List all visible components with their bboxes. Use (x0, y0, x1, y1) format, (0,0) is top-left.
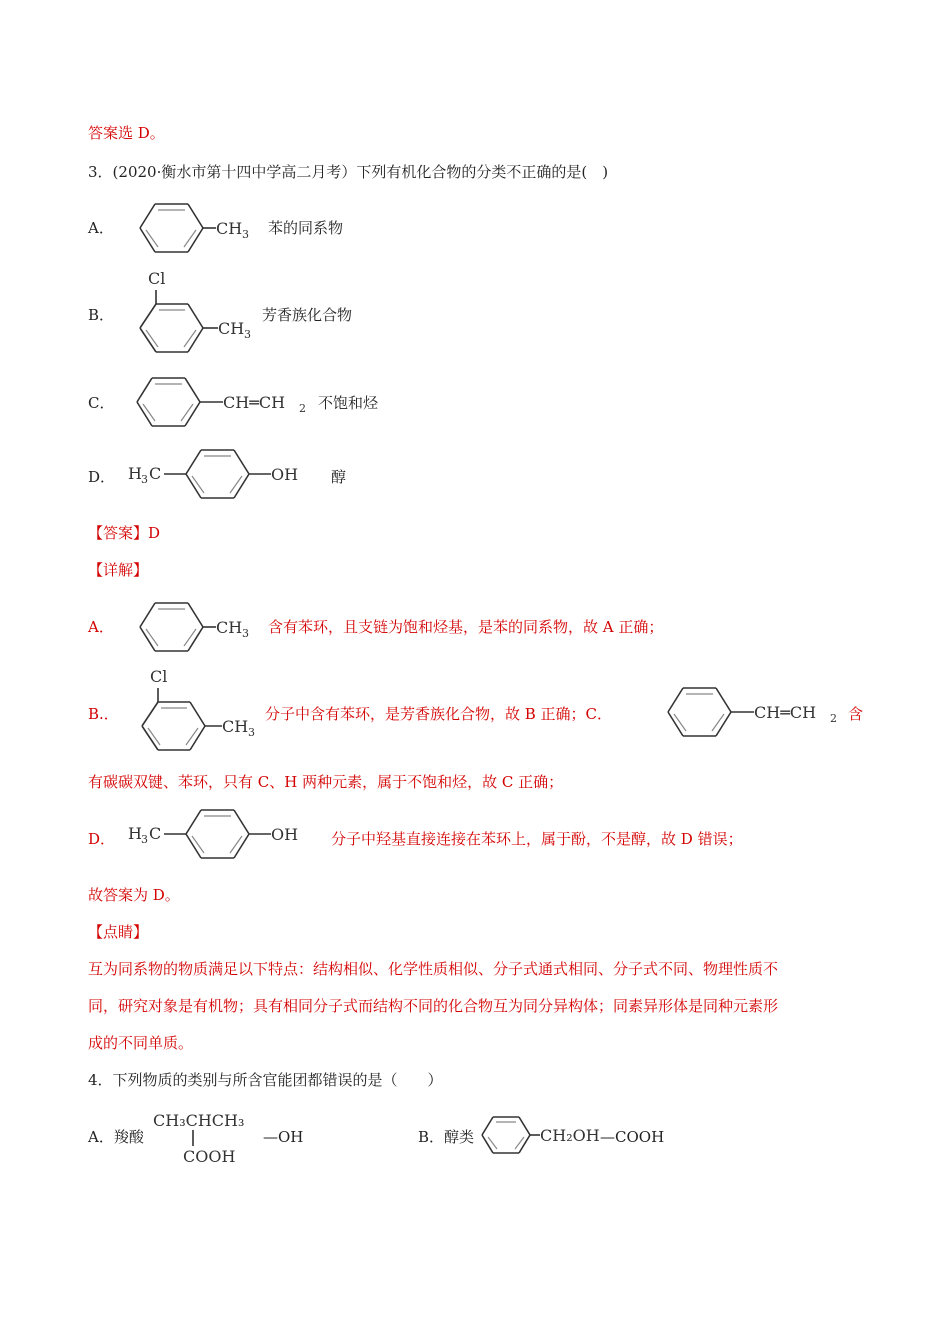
svg-text:H: H (128, 824, 142, 843)
chlorotoluene-structure-detail-b (128, 666, 268, 756)
toluene-structure-a (128, 200, 268, 260)
svg-text:C: C (149, 824, 162, 843)
isobutyric-acid-structure (153, 1108, 253, 1168)
svg-text:COOH: COOH (183, 1147, 236, 1166)
svg-text:OH: OH (271, 825, 299, 844)
detail-c-tail: 含 (848, 705, 864, 723)
detail-b-letter: B.． (88, 705, 119, 723)
question-4-stem: 4．下列物质的类别与所含官能团都错误的是（ ） (88, 1071, 443, 1089)
svg-text:CH: CH (216, 219, 243, 238)
q3-option-d-desc: 醇 (331, 468, 347, 486)
benzyl-alcohol-structure (478, 1115, 608, 1159)
q4-option-a-group: —OH (263, 1128, 304, 1146)
previous-answer: 答案选 D。 (88, 124, 165, 142)
comment-line-2: 同，研究对象是有机物；具有相同分子式而结构不同的化合物互为同分异构体；同素异形体是同种元素形 (88, 997, 779, 1015)
detail-d-letter: D． (88, 830, 116, 848)
comment-tag: 【点睛】 (88, 923, 149, 941)
svg-text:3: 3 (242, 228, 249, 241)
detail-d-text: 分子中羟基直接连接在苯环上，属于酚，不是醇，故 D 错误； (331, 830, 743, 848)
svg-text:C: C (149, 464, 162, 483)
svg-text:CH: CH (216, 618, 243, 637)
svg-text:2: 2 (830, 712, 837, 725)
chlorotoluene-structure-b (128, 268, 268, 358)
svg-text:3: 3 (141, 833, 148, 846)
q3-option-a-letter: A． (88, 219, 114, 237)
q3-option-d-letter: D． (88, 468, 116, 486)
svg-text:3: 3 (244, 328, 251, 341)
toluene-structure-detail-a (128, 599, 268, 659)
comment-line-1: 互为同系物的物质满足以下特点：结构相似、化学性质相似、分子式通式相同、分子式不同、物理性质不 (88, 960, 779, 978)
detail-b-text: 分子中含有苯环，是芳香族化合物，故 B 正确；C． (265, 705, 613, 723)
q3-option-c-desc: 不饱和烃 (318, 394, 379, 412)
svg-text:CH₃CHCH₃: CH₃CHCH₃ (153, 1111, 245, 1130)
q4-option-a-label: A．羧酸 (88, 1128, 144, 1146)
svg-text:3: 3 (242, 627, 249, 640)
svg-text:OH: OH (271, 465, 299, 484)
q3-option-b-letter: B． (88, 306, 115, 324)
answer-tag: 【答案】D (88, 524, 161, 542)
detail-a-text: 含有苯环，且支链为饱和烃基，是苯的同系物，故 A 正确； (268, 618, 664, 636)
styrene-structure-detail-c (664, 684, 854, 744)
svg-text:3: 3 (141, 473, 148, 486)
q3-option-a-desc: 苯的同系物 (268, 219, 344, 237)
q3-option-b-desc: 芳香族化合物 (262, 306, 353, 324)
svg-text:2: 2 (299, 402, 306, 415)
detail-a-letter: A． (88, 618, 114, 636)
q3-option-c-letter: C． (88, 394, 115, 412)
detail-tag: 【详解】 (88, 561, 149, 579)
p-cresol-structure-d (128, 446, 308, 506)
comment-line-3: 成的不同单质。 (88, 1034, 194, 1052)
svg-text:Cl: Cl (150, 667, 168, 686)
detail-conclusion: 故答案为 D。 (88, 886, 180, 904)
p-cresol-structure-detail-d (128, 806, 308, 866)
svg-text:CH: CH (218, 319, 245, 338)
q4-option-b-group: —COOH (600, 1128, 665, 1146)
styrene-structure-c (133, 374, 323, 434)
question-3-stem: 3．(2020·衡水市第十四中学高二月考）下列有机化合物的分类不正确的是( ) (88, 163, 609, 181)
svg-text:CH═CH: CH═CH (754, 703, 817, 722)
svg-text:3: 3 (248, 726, 255, 739)
svg-text:Cl: Cl (148, 269, 166, 288)
svg-text:CH═CH: CH═CH (223, 393, 286, 412)
svg-text:H: H (128, 464, 142, 483)
svg-text:CH₂OH: CH₂OH (540, 1126, 600, 1145)
q4-option-b-label: B．醇类 (418, 1128, 475, 1146)
detail-c-text: 有碳碳双键、苯环，只有 C、H 两种元素，属于不饱和烃，故 C 正确； (88, 773, 564, 791)
svg-text:CH: CH (222, 717, 249, 736)
